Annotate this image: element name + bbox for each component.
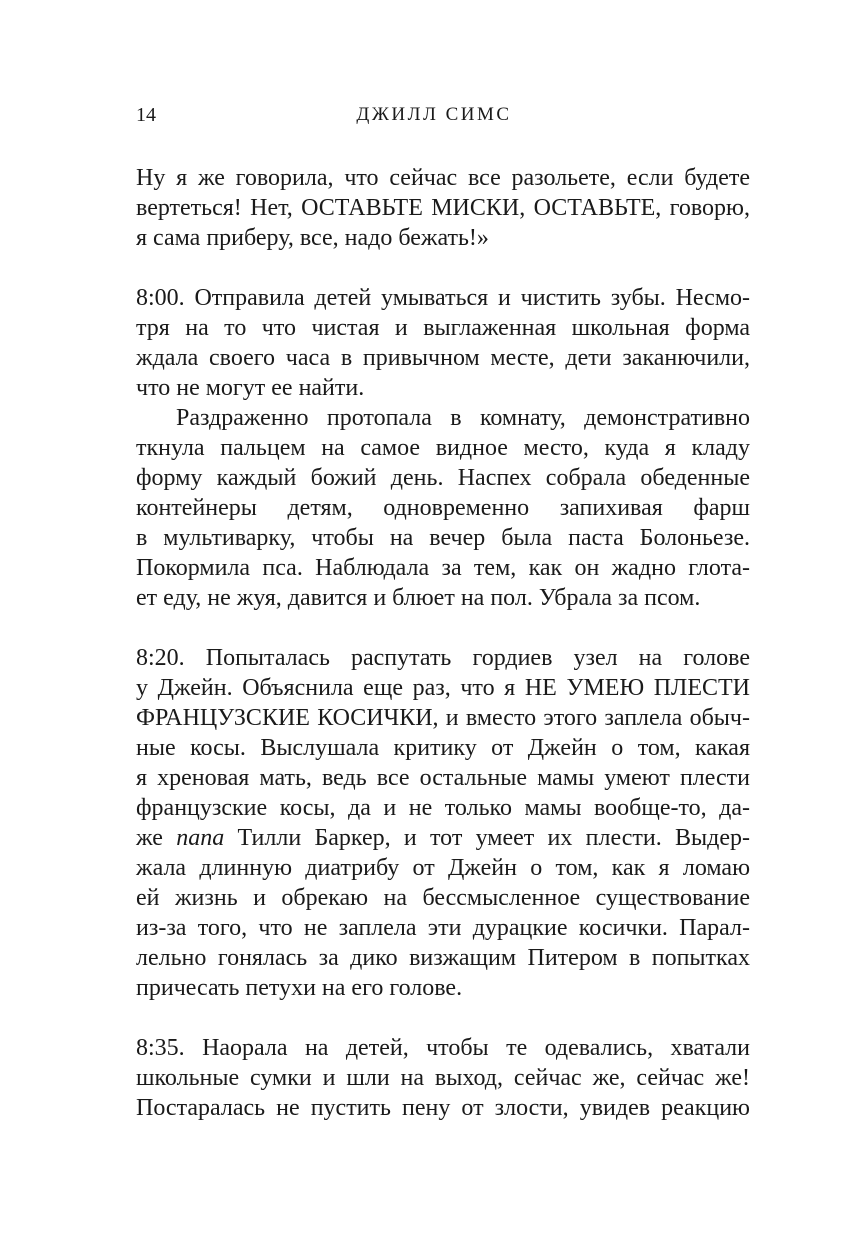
text-line: Покормила пса. Наблюдала за тем, как он жадно глота- (136, 555, 750, 581)
text-line: я сама приберу, все, надо бежать!» (136, 225, 489, 251)
text-line: контейнеры детям, одновременно запихивая фарш (136, 495, 750, 521)
text-segment: же (136, 825, 177, 851)
text-line: в мультиварку, чтобы на вечер была паста Болоньезе. (136, 525, 750, 551)
text-line: школьные сумки и шли на выход, сейчас же, сейчас же! (136, 1065, 750, 1091)
text-line: 8:20. Попыталась распутать гордиев узел на голове (136, 645, 750, 671)
paragraph-block (136, 1033, 750, 1123)
text-line: ей жизнь и обрекаю на бессмысленное существование (136, 885, 750, 911)
text-line: у Джейн. Объяснила еще раз, что я НЕ УМЕЮ ПЛЕСТИ (136, 675, 750, 701)
italic-word: папа (176, 825, 225, 851)
text-line: вертеться! Нет, ОСТАВЬТЕ МИСКИ, ОСТАВЬТЕ, говорю, (136, 195, 750, 221)
text-line: ные косы. Выслушала критику от Джейн о том, какая (136, 735, 750, 761)
paragraph-block (136, 163, 750, 253)
text-line: ет еду, не жуя, давится и блюет на пол. Убрала за псом. (136, 585, 701, 611)
text-line: лельно гонялась за дико визжащим Питером в попытках (136, 945, 750, 971)
text-line: Ну я же говорила, что сейчас все разольете, если будете (136, 165, 750, 191)
text-line (136, 823, 750, 853)
page-header (136, 100, 750, 130)
text-line: ждала своего часа в привычном месте, дети заканючили, (136, 345, 750, 371)
text-line: французские косы, да и не только мамы вообще-то, да- (136, 795, 750, 821)
text-line: Постаралась не пустить пену от злости, увидев реакцию (136, 1095, 750, 1121)
text-line: ФРАНЦУЗСКИЕ КОСИЧКИ, и вместо этого заплела обыч- (136, 705, 750, 731)
text-line: из-за того, что не заплела эти дурацкие косички. Парал- (136, 915, 750, 941)
text-line: 8:00. Отправила детей умываться и чистить зубы. Несмо- (136, 285, 750, 311)
text-line: ткнула пальцем на самое видное место, куда я кладу (136, 435, 750, 461)
page-number: 14 (136, 104, 156, 126)
text-line: я хреновая мать, ведь все остальные мамы умеют плести (136, 765, 750, 791)
text-line: 8:35. Наорала на детей, чтобы те одевались, хватали (136, 1035, 750, 1061)
text-line: причесать петухи на его голове. (136, 975, 463, 1001)
text-line: Раздраженно протопала в комнату, демонстративно (176, 405, 750, 431)
body-text (136, 163, 750, 1123)
text-line: жала длинную диатрибу от Джейн о том, как я ломаю (136, 855, 750, 881)
running-title: ДЖИЛЛ СИМС (356, 104, 512, 125)
text-line: форму каждый божий день. Наспех собрала обеденные (136, 465, 750, 491)
paragraph-block (136, 283, 750, 613)
text-segment: Тилли Баркер, и тот умеет их плести. Выдер- (224, 825, 751, 851)
text-line: что не могут ее найти. (136, 375, 365, 401)
paragraph-block (136, 643, 750, 1003)
text-line: тря на то что чистая и выглаженная школьная форма (136, 315, 750, 341)
